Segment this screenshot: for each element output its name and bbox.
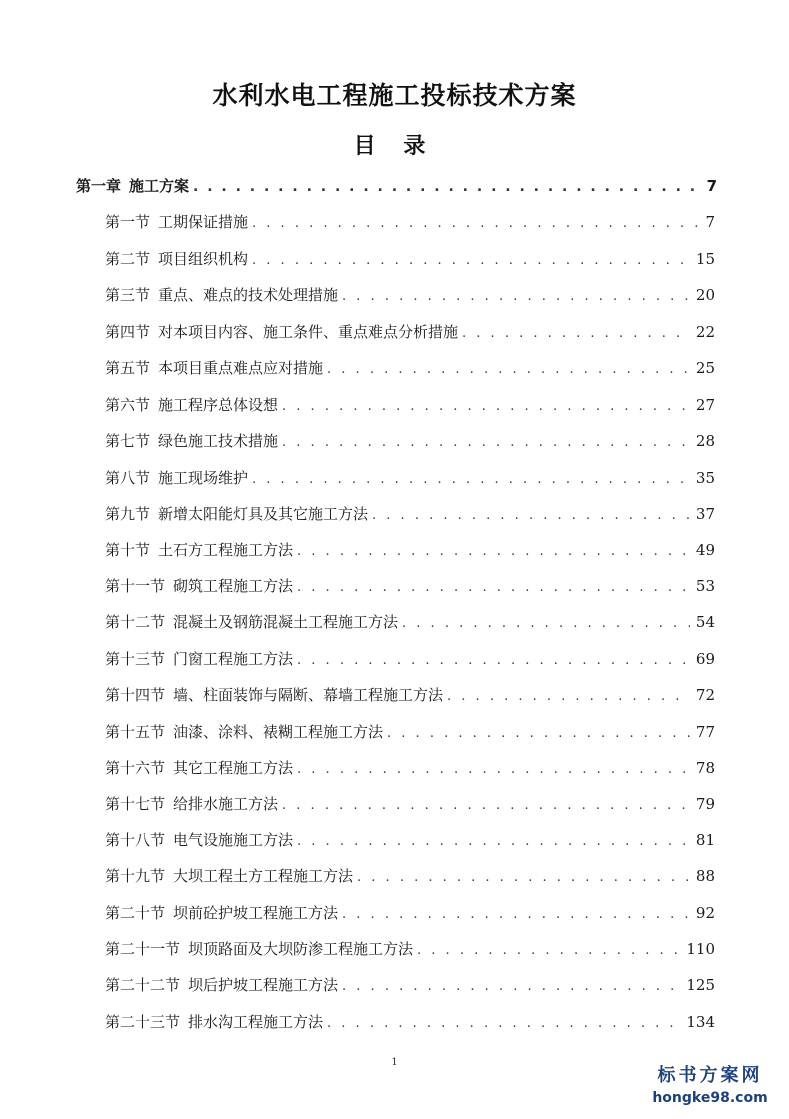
toc-section-title: 本项目重点难点应对措施	[158, 359, 324, 377]
toc-dot-leader	[342, 903, 690, 927]
toc-section-entry[interactable]	[105, 1010, 715, 1034]
toc-section-page: 79	[695, 795, 715, 813]
toc-section-title: 项目组织机构	[158, 250, 249, 268]
toc-section-title: 其它工程施工方法	[173, 759, 294, 777]
toc-section-page: 78	[695, 759, 715, 777]
toc-section-page: 110	[686, 940, 715, 958]
toc-section-number: 第三节	[105, 286, 151, 304]
toc-section-entry[interactable]	[105, 828, 715, 852]
toc-chapter-title: 施工方案	[129, 177, 190, 195]
toc-dot-leader	[387, 722, 690, 746]
toc-section-entry[interactable]	[105, 864, 715, 888]
toc-section-title: 对本项目内容、施工条件、重点难点分析措施	[158, 323, 459, 341]
toc-section-entry[interactable]	[105, 283, 715, 307]
toc-section-title: 墙、柱面装饰与隔断、幕墙工程施工方法	[173, 686, 444, 704]
toc-dot-leader	[417, 939, 680, 963]
toc-section-page: 125	[686, 976, 715, 994]
toc-section-entry[interactable]	[105, 320, 715, 344]
toc-section-number: 第二十三节	[105, 1013, 181, 1031]
toc-dot-leader	[282, 431, 690, 455]
watermark-logo	[645, 1064, 775, 1108]
toc-section-number: 第十五节	[105, 723, 166, 741]
toc-section-entry[interactable]	[105, 756, 715, 780]
toc-chapter-number: 第一章	[76, 177, 122, 195]
toc-section-number: 第九节	[105, 505, 151, 523]
toc-section-page: 20	[695, 286, 715, 304]
toc-section-title: 新增太阳能灯具及其它施工方法	[158, 505, 369, 523]
toc-section-page: 7	[705, 213, 715, 231]
toc-dot-leader	[297, 576, 690, 600]
toc-section-number: 第四节	[105, 323, 151, 341]
toc-section-page: 77	[695, 723, 715, 741]
toc-section-title: 工期保证措施	[158, 213, 249, 231]
toc-section-page: 25	[695, 359, 715, 377]
toc-section-title: 大坝工程土方工程施工方法	[173, 867, 354, 885]
toc-section-number: 第二十一节	[105, 940, 181, 958]
toc-section-number: 第二十二节	[105, 976, 181, 994]
toc-section-entry[interactable]	[105, 683, 715, 707]
toc-section-title: 坝顶路面及大坝防渗工程施工方法	[188, 940, 414, 958]
toc-section-entry[interactable]	[105, 901, 715, 925]
toc-section-page: 81	[695, 831, 715, 849]
toc-section-number: 第六节	[105, 396, 151, 414]
toc-section-title: 混凝土及钢筋混凝土工程施工方法	[173, 613, 399, 631]
toc-section-page: 27	[695, 396, 715, 414]
toc-section-number: 第二节	[105, 250, 151, 268]
toc-section-title: 电气设施施工方法	[173, 831, 294, 849]
toc-section-page: 53	[695, 577, 715, 595]
toc-dot-leader	[252, 212, 699, 236]
toc-section-number: 第五节	[105, 359, 151, 377]
toc-section-title: 门窗工程施工方法	[173, 650, 294, 668]
toc-section-entry[interactable]	[105, 610, 715, 634]
toc-section-title: 砌筑工程施工方法	[173, 577, 294, 595]
toc-section-page: 54	[695, 613, 715, 631]
toc-section-number: 第十四节	[105, 686, 166, 704]
toc-dot-leader	[297, 649, 690, 673]
toc-dot-leader	[357, 866, 690, 890]
toc-section-page: 92	[695, 904, 715, 922]
toc-section-entry[interactable]	[105, 720, 715, 744]
toc-section-entry[interactable]	[105, 247, 715, 271]
toc-section-entry[interactable]	[105, 429, 715, 453]
toc-dot-leader	[252, 468, 690, 492]
toc-section-page: 88	[695, 867, 715, 885]
toc-dot-leader	[297, 540, 690, 564]
toc-section-entry[interactable]	[105, 647, 715, 671]
toc-section-number: 第十一节	[105, 577, 166, 595]
toc-section-number: 第一节	[105, 213, 151, 231]
toc-section-number: 第十三节	[105, 650, 166, 668]
toc-section-page: 72	[695, 686, 715, 704]
toc-section-entry[interactable]	[105, 210, 715, 234]
toc-section-title: 油漆、涂料、裱糊工程施工方法	[173, 723, 384, 741]
toc-section-number: 第十节	[105, 541, 151, 559]
toc-dot-leader	[342, 975, 680, 999]
toc-section-title: 绿色施工技术措施	[158, 432, 279, 450]
toc-chapter-page: 7	[706, 177, 717, 195]
toc-heading: 目 录	[353, 134, 436, 159]
toc-section-page: 37	[695, 505, 715, 523]
toc-section-title: 坝前砼护坡工程施工方法	[173, 904, 339, 922]
toc-dot-leader	[402, 612, 690, 636]
toc-section-entry[interactable]	[105, 538, 715, 562]
toc-section-number: 第十七节	[105, 795, 166, 813]
toc-section-page: 22	[695, 323, 715, 341]
page-number: 1	[391, 1057, 398, 1068]
toc-section-page: 35	[695, 469, 715, 487]
toc-dot-leader	[297, 830, 690, 854]
toc-section-number: 第十二节	[105, 613, 166, 631]
toc-chapter-entry[interactable]	[76, 174, 717, 198]
toc-section-page: 69	[695, 650, 715, 668]
toc-dot-leader	[447, 685, 690, 709]
toc-dot-leader	[297, 758, 690, 782]
toc-dot-leader	[462, 322, 690, 346]
toc-section-title: 给排水施工方法	[173, 795, 279, 813]
toc-section-page: 28	[695, 432, 715, 450]
toc-dot-leader	[252, 249, 690, 273]
toc-section-title: 土石方工程施工方法	[158, 541, 294, 559]
toc-section-number: 第二十节	[105, 904, 166, 922]
toc-section-number: 第十八节	[105, 831, 166, 849]
toc-section-entry[interactable]	[105, 466, 715, 490]
toc-section-title: 施工程序总体设想	[158, 396, 279, 414]
toc-section-title: 坝后护坡工程施工方法	[188, 976, 339, 994]
toc-section-entry[interactable]	[105, 502, 715, 526]
toc-section-entry[interactable]	[105, 393, 715, 417]
toc-section-entry[interactable]	[105, 937, 715, 961]
watermark-url-text: hongke98.com	[652, 1090, 768, 1106]
toc-section-page: 15	[695, 250, 715, 268]
toc-section-entry[interactable]	[105, 973, 715, 997]
page-title: 水利水电工程施工投标技术方案	[212, 81, 577, 110]
toc-dot-leader	[282, 794, 690, 818]
toc-dot-leader	[372, 504, 690, 528]
toc-section-entry[interactable]	[105, 356, 715, 380]
toc-dot-leader	[327, 358, 690, 382]
toc-section-title: 排水沟工程施工方法	[188, 1013, 324, 1031]
toc-section-number: 第八节	[105, 469, 151, 487]
watermark-brand-text: 标书方案网	[657, 1065, 763, 1086]
toc-dot-leader	[282, 395, 690, 419]
toc-section-page: 49	[695, 541, 715, 559]
toc-section-page: 134	[686, 1013, 715, 1031]
toc-dot-leader	[193, 175, 701, 199]
toc-dot-leader	[327, 1012, 680, 1036]
toc-section-title: 重点、难点的技术处理措施	[158, 286, 339, 304]
toc-section-number: 第十六节	[105, 759, 166, 777]
toc-section-entry[interactable]	[105, 792, 715, 816]
toc-section-number: 第七节	[105, 432, 151, 450]
toc-section-entry[interactable]	[105, 574, 715, 598]
toc-dot-leader	[342, 285, 690, 309]
toc-section-number: 第十九节	[105, 867, 166, 885]
toc-section-title: 施工现场维护	[158, 469, 249, 487]
